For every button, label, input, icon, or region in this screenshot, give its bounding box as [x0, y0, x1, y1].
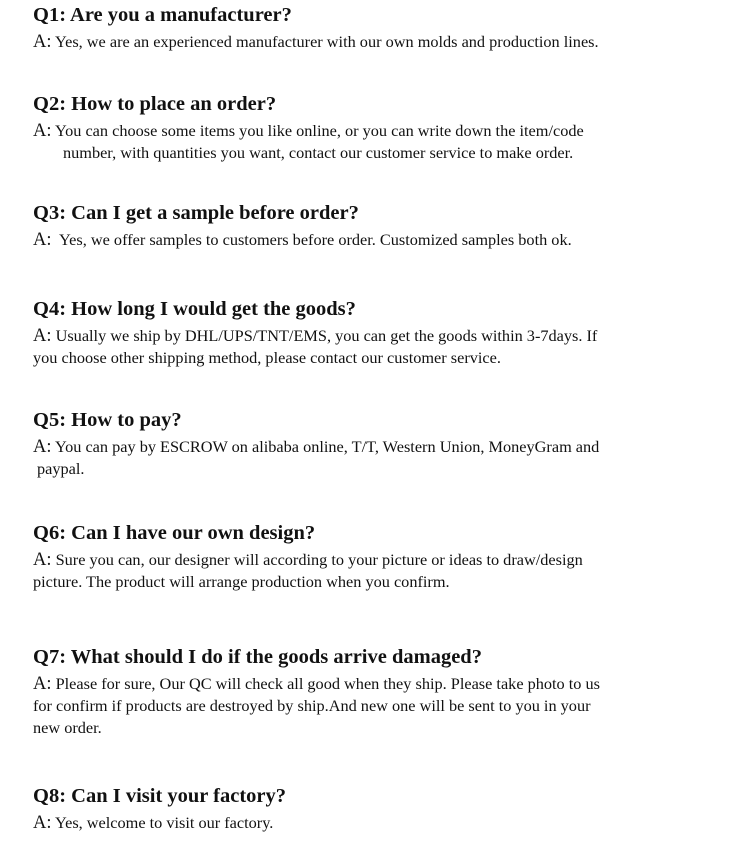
answer-line-text: Please for sure, Our QC will check all good when they ship. Please take photo to us	[55, 674, 600, 693]
question-heading: Q4: How long I would get the goods?	[33, 298, 356, 320]
answer-line-text: You can choose some items you like online, or you can write down the item/code	[54, 121, 584, 140]
answer-text	[33, 549, 718, 593]
answer-text	[33, 325, 718, 369]
answer-line	[33, 229, 718, 251]
faq-item-q1	[33, 3, 718, 53]
faq-item-q8	[33, 784, 718, 834]
faq-item-q5	[33, 408, 718, 480]
answer-text	[33, 812, 718, 834]
answer-prefix: A:	[33, 326, 52, 346]
question-heading: Q6: Can I have our own design?	[33, 522, 316, 544]
answer-line	[33, 325, 718, 347]
answer-text	[33, 436, 718, 480]
answer-text	[33, 229, 718, 251]
answer-prefix: A:	[33, 437, 52, 457]
answer-prefix: A:	[33, 230, 52, 250]
answer-line	[33, 812, 718, 834]
answer-line	[33, 673, 718, 695]
answer-line	[33, 31, 718, 53]
answer-line: you choose other shipping method, please contact our customer service.	[33, 348, 501, 367]
answer-line	[33, 436, 718, 458]
answer-text	[33, 120, 718, 164]
answer-prefix: A:	[33, 550, 52, 570]
question-heading: Q2: How to place an order?	[33, 93, 277, 115]
faq-item-q4	[33, 297, 718, 369]
answer-line: new order.	[33, 718, 102, 737]
answer-line-text: Usually we ship by DHL/UPS/TNT/EMS, you can get the goods within 3-7days. If	[55, 326, 598, 345]
answer-line-text: Yes, welcome to visit our factory.	[54, 813, 274, 832]
answer-text	[33, 31, 718, 53]
answer-line	[33, 120, 718, 142]
answer-line-text: Yes, we are an experienced manufacturer with our own molds and production lines.	[54, 32, 599, 51]
answer-prefix: A:	[33, 813, 52, 833]
answer-line	[33, 549, 718, 571]
question-heading: Q1: Are you a manufacturer?	[33, 4, 292, 26]
answer-prefix: A:	[33, 121, 52, 141]
answer-line: number, with quantities you want, contact our customer service to make order.	[63, 143, 574, 162]
answer-line-text: You can pay by ESCROW on alibaba online, T/T, Western Union, MoneyGram and	[54, 437, 600, 456]
question-heading: Q5: How to pay?	[33, 409, 182, 431]
answer-line-text: Yes, we offer samples to customers before order. Customized samples both ok.	[55, 230, 572, 249]
faq-item-q3	[33, 201, 718, 251]
answer-text	[33, 673, 718, 739]
question-heading: Q8: Can I visit your factory?	[33, 785, 287, 807]
question-heading: Q7: What should I do if the goods arrive damaged?	[33, 646, 482, 668]
answer-prefix: A:	[33, 674, 52, 694]
answer-line-text: Sure you can, our designer will according to your picture or ideas to draw/design	[55, 550, 583, 569]
answer-line: picture. The product will arrange production when you confirm.	[33, 572, 450, 591]
question-heading: Q3: Can I get a sample before order?	[33, 202, 359, 224]
faq-item-q2	[33, 92, 718, 164]
answer-prefix: A:	[33, 32, 52, 52]
faq-item-q6	[33, 521, 718, 593]
faq-item-q7	[33, 645, 718, 739]
answer-line: for confirm if products are destroyed by ship.And new one will be sent to you in your	[33, 696, 591, 715]
answer-line: paypal.	[37, 459, 85, 478]
